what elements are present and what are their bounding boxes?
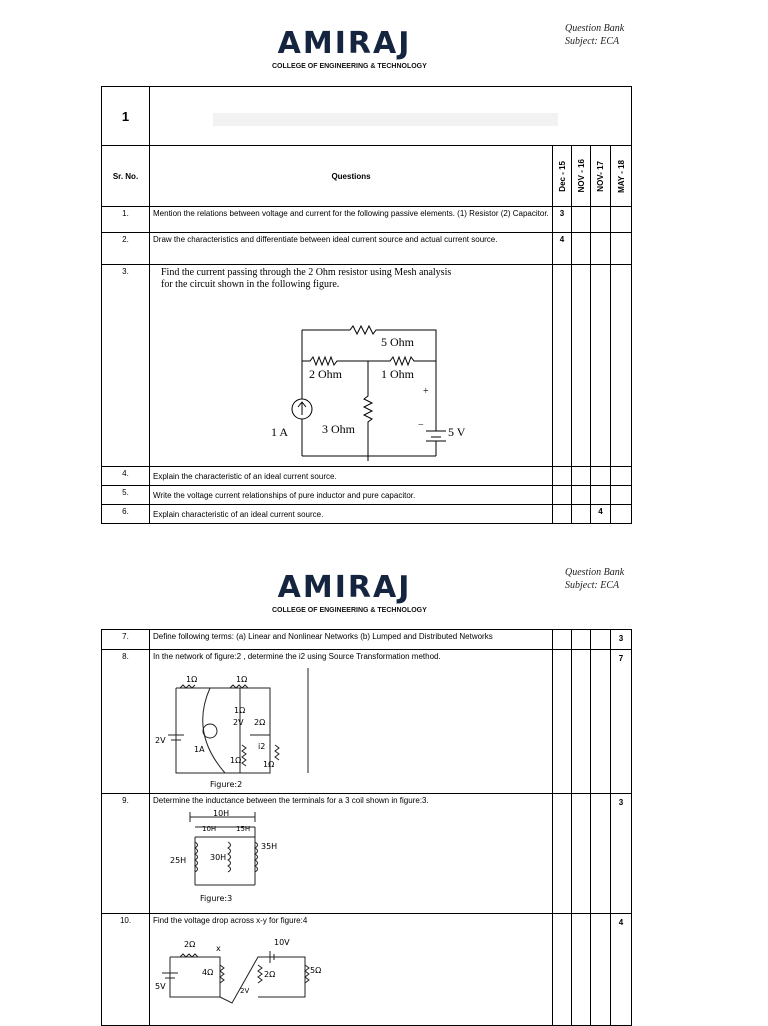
mark-cell — [572, 207, 591, 233]
question-number: 10. — [102, 914, 150, 1026]
question-cell-with-figure — [150, 914, 553, 1026]
fig3-label-l2: 30H — [210, 853, 227, 862]
exam-col-may18: MAY - 18 — [616, 159, 626, 193]
mark-cell: 7 — [611, 650, 632, 794]
fig2-label-i2: i2 — [258, 742, 266, 751]
mark-cell — [553, 505, 572, 524]
logo-subtitle: COLLEGE OF ENGINEERING & TECHNOLOGY — [272, 607, 427, 614]
fig2-label-i-src: 1A — [194, 745, 205, 754]
mark-cell — [572, 505, 591, 524]
voltage-drop-figure — [150, 927, 550, 1023]
fig2-label-r-f: 1Ω — [263, 760, 275, 769]
question-number: 7. — [102, 630, 150, 650]
table-row — [102, 505, 632, 524]
question-number: 1. — [102, 207, 150, 233]
header-subject: Subject: ECA — [565, 580, 620, 591]
mark-cell — [591, 650, 611, 794]
question-text: Find the current passing through the 2 Ohm resistor using Mesh analysis — [161, 267, 452, 278]
question-text: Draw the characteristics and differentiate between ideal current source and actual current source. — [150, 233, 553, 265]
fig4-label-r-a: 2Ω — [184, 940, 196, 949]
question-table-2 — [101, 629, 632, 1026]
voltage-source-label: 5 V — [448, 425, 466, 439]
mark-cell — [553, 467, 572, 486]
mark-cell: 4 — [553, 233, 572, 265]
fig3-label-l3: 35H — [261, 842, 278, 851]
table-row — [102, 486, 632, 505]
question-cell-with-figure — [150, 794, 553, 914]
question-text: Explain characteristic of an ideal current source. — [150, 505, 553, 524]
mark-cell — [591, 265, 611, 467]
mark-cell — [591, 914, 611, 1026]
mark-cell — [572, 233, 591, 265]
question-text-line2: for the circuit shown in the following figure. — [161, 279, 340, 290]
mesh-circuit-figure — [150, 291, 550, 461]
mark-cell — [572, 794, 591, 914]
header-question-bank: Question Bank — [565, 567, 625, 578]
mark-cell — [591, 207, 611, 233]
fig2-label-r-b: 1Ω — [236, 675, 248, 684]
fig4-label-r-b: 4Ω — [202, 968, 214, 977]
question-table-1 — [101, 86, 632, 524]
fig4-label-r-c: 2Ω — [264, 970, 276, 979]
fig2-label-r-e: 1Ω — [230, 756, 242, 765]
logo-wordmark: AMIRAJ — [277, 570, 412, 605]
resistor-label-3ohm: 3 Ohm — [322, 422, 355, 436]
battery-minus-sign: − — [418, 420, 424, 431]
fig3-label-m2: 15H — [236, 825, 251, 833]
mark-cell — [611, 265, 632, 467]
mark-cell: 3 — [553, 207, 572, 233]
mark-cell — [591, 467, 611, 486]
fig2-label-r-a: 1Ω — [186, 675, 198, 684]
mark-cell — [572, 265, 591, 467]
mark-cell — [572, 650, 591, 794]
fig4-label-v-mid: 2V — [240, 987, 250, 995]
mark-cell — [553, 486, 572, 505]
question-number: 8. — [102, 650, 150, 794]
fig3-label-l1: 25H — [170, 856, 187, 865]
college-logo — [272, 26, 427, 70]
table-row — [102, 794, 632, 914]
mark-cell — [611, 505, 632, 524]
table-row — [102, 265, 632, 467]
sr-no-header: Sr. No. — [102, 146, 150, 207]
question-text: In the network of figure:2 , determine the i2 using Source Transformation method. — [153, 652, 441, 661]
question-number: 9. — [102, 794, 150, 914]
questions-header: Questions — [150, 146, 553, 207]
fig3-caption: Figure:3 — [200, 894, 233, 903]
header-info — [565, 566, 624, 592]
unit-title-placeholder — [213, 113, 558, 126]
question-cell-with-figure — [150, 650, 553, 794]
table-header-row — [102, 146, 632, 207]
header-question-bank: Question Bank — [565, 23, 625, 34]
exam-col-nov17: NOV- 17 — [596, 160, 605, 192]
battery-plus-sign: + — [423, 386, 429, 397]
fig2-label-v-src: 2V — [155, 736, 166, 745]
mark-cell — [553, 650, 572, 794]
mark-cell — [591, 486, 611, 505]
question-text: Find the voltage drop across x-y for figure:4 — [153, 916, 308, 925]
question-number: 4. — [102, 467, 150, 486]
resistor-label-1ohm: 1 Ohm — [381, 367, 414, 381]
question-number: 3. — [102, 265, 150, 467]
college-logo — [272, 570, 427, 614]
mark-cell — [611, 207, 632, 233]
mark-cell — [553, 265, 572, 467]
logo-subtitle: COLLEGE OF ENGINEERING & TECHNOLOGY — [272, 63, 427, 70]
mark-cell — [572, 486, 591, 505]
header-info — [565, 22, 624, 48]
exam-col-dec15: Dec - 15 — [557, 160, 567, 192]
mark-cell: 4 — [611, 914, 632, 1026]
fig2-label-r-c: 1Ω — [234, 706, 246, 715]
coil-inductance-figure — [150, 807, 550, 911]
question-text: Mention the relations between voltage and current for the following passive elements. (1) Resistor (2) Capacitor. — [150, 207, 553, 233]
mark-cell: 3 — [611, 794, 632, 914]
mark-cell — [553, 630, 572, 650]
mark-cell — [611, 486, 632, 505]
table-row — [102, 650, 632, 794]
table-row — [102, 233, 632, 265]
fig2-label-v-a: 2V — [233, 718, 244, 727]
mark-cell — [572, 914, 591, 1026]
fig2-caption: Figure:2 — [210, 780, 243, 789]
mark-cell — [572, 630, 591, 650]
mark-cell — [611, 467, 632, 486]
table-row — [102, 207, 632, 233]
header-subject: Subject: ECA — [565, 36, 620, 47]
logo-wordmark: AMIRAJ — [277, 26, 412, 61]
mark-cell: 3 — [611, 630, 632, 650]
fig3-label-m1: 10H — [202, 825, 217, 833]
mark-cell — [591, 630, 611, 650]
fig4-label-x: x — [216, 944, 221, 953]
table-row — [102, 630, 632, 650]
question-text: Define following terms: (a) Linear and Nonlinear Networks (b) Lumped and Distributed Networks — [150, 630, 553, 650]
mark-cell — [553, 794, 572, 914]
table-row — [102, 467, 632, 486]
table-row — [102, 914, 632, 1026]
current-source-label: 1 A — [271, 425, 289, 439]
question-number: 6. — [102, 505, 150, 524]
question-cell-with-figure — [150, 265, 553, 467]
mark-cell — [553, 914, 572, 1026]
mark-cell: 4 — [591, 505, 611, 524]
fig2-label-r-d: 2Ω — [254, 718, 266, 727]
fig4-label-v-top: 10V — [274, 938, 290, 947]
question-number: 2. — [102, 233, 150, 265]
fig3-label-l-top: 10H — [213, 809, 230, 818]
fig4-label-v-src: 5V — [155, 982, 166, 991]
source-transformation-figure — [150, 663, 550, 791]
resistor-label-2ohm: 2 Ohm — [309, 367, 342, 381]
question-text: Write the voltage current relationships of pure inductor and pure capacitor. — [150, 486, 553, 505]
mark-cell — [572, 467, 591, 486]
fig4-label-r-d: 5Ω — [310, 966, 322, 975]
mark-cell — [611, 233, 632, 265]
unit-number: 1 — [102, 87, 150, 146]
question-number: 5. — [102, 486, 150, 505]
question-text: Determine the inductance between the terminals for a 3 coil shown in figure:3. — [153, 796, 429, 805]
exam-col-nov16: NOV - 16 — [576, 159, 586, 193]
mark-cell — [591, 794, 611, 914]
resistor-label-5ohm: 5 Ohm — [381, 335, 414, 349]
mark-cell — [591, 233, 611, 265]
question-text: Explain the characteristic of an ideal current source. — [150, 467, 553, 486]
